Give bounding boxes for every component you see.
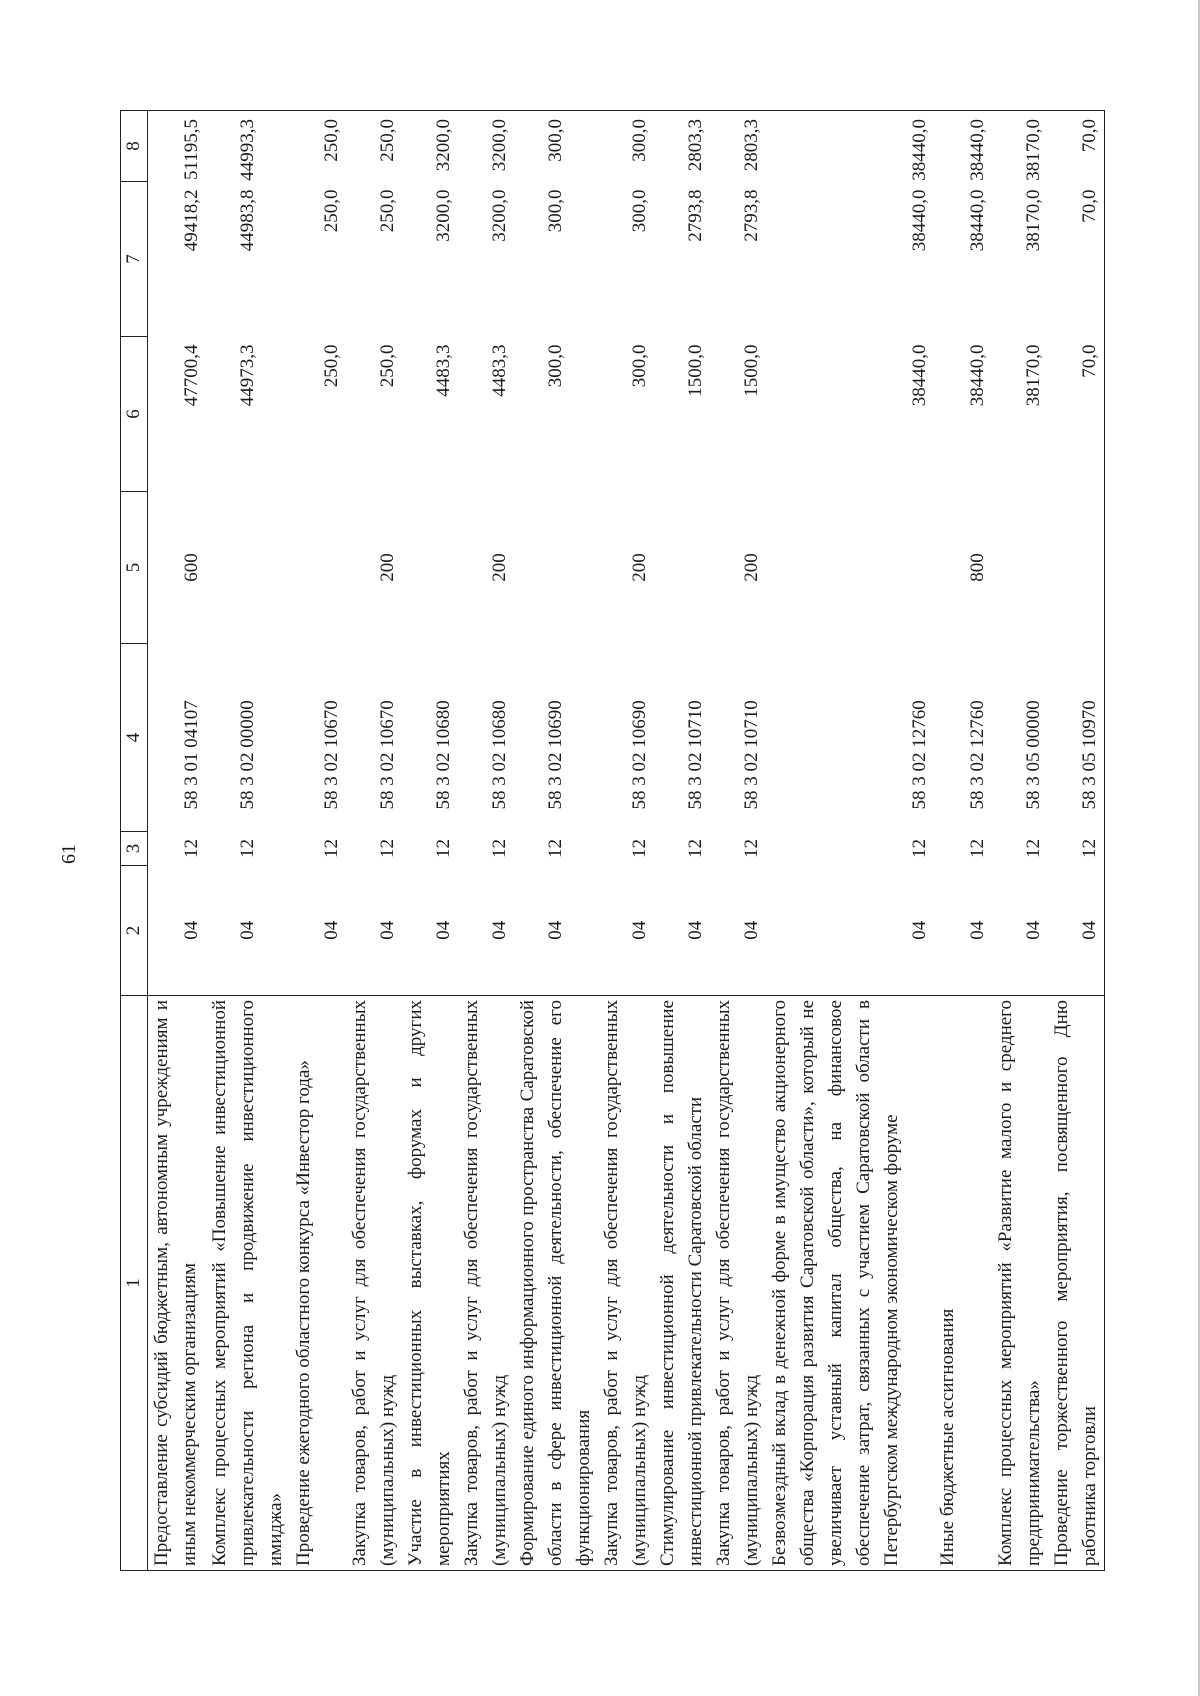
header-row xyxy=(121,111,148,1571)
row-subsection: 12 xyxy=(377,839,398,858)
row-subsection: 12 xyxy=(237,839,258,858)
row-name: Стимулирование инвестиционной деятельности и повышение инвестиционной привлекательности Саратовской области xyxy=(654,996,710,1571)
row-amount-col6: 250,0 xyxy=(321,344,342,388)
row-amount-col8: 38440,0 xyxy=(967,119,988,181)
row-amount-col7: 49418,2 xyxy=(181,189,202,252)
row-subsection: 12 xyxy=(741,839,762,858)
row-subsection: 12 xyxy=(629,839,650,858)
row-amount-col8: 300,0 xyxy=(629,119,650,162)
row-expense-type xyxy=(206,492,290,644)
row-amount-col7: 70,0 xyxy=(1079,189,1100,223)
row-target-article: 58 3 02 10680 xyxy=(489,700,510,810)
column-header-4: 4 xyxy=(121,644,148,832)
column-header-2: 2 xyxy=(121,866,148,996)
row-amount-col6: 38440,0 xyxy=(909,344,930,407)
row-section: 04 xyxy=(909,920,930,940)
row-amount-col6: 1500,0 xyxy=(741,344,762,397)
row-amount-col8: 2803,3 xyxy=(741,119,762,172)
row-name: Закупка товаров, работ и услуг для обеспечения государственных (муниципальных) нужд xyxy=(710,996,766,1571)
row-target-article: 58 3 02 12760 xyxy=(909,700,930,810)
row-name: Проведение ежегодного областного конкурса «Инвестор года» xyxy=(290,996,346,1571)
table-row xyxy=(654,111,710,1571)
row-subsection: 12 xyxy=(181,839,202,858)
table-row xyxy=(992,111,1048,1571)
column-header-6: 6 xyxy=(121,337,148,492)
row-expense-type: 200 xyxy=(489,553,510,582)
row-subsection: 12 xyxy=(1079,839,1100,858)
row-amount-col8: 250,0 xyxy=(377,119,398,162)
row-expense-type: 800 xyxy=(967,553,988,582)
row-amount-col8: 44993,3 xyxy=(237,119,258,181)
row-section: 04 xyxy=(1079,920,1100,940)
row-amount-col8: 70,0 xyxy=(1079,119,1100,153)
row-amount-col7: 300,0 xyxy=(545,189,566,233)
row-amount-col8: 3200,0 xyxy=(433,119,454,172)
row-amount-col6: 38440,0 xyxy=(967,344,988,407)
row-section: 04 xyxy=(967,920,988,940)
row-expense-type: 200 xyxy=(629,553,650,582)
row-subsection: 12 xyxy=(909,839,930,858)
row-target-article: 58 3 02 10670 xyxy=(321,700,342,810)
row-amount-col6: 70,0 xyxy=(1079,344,1100,378)
row-expense-type xyxy=(992,492,1048,644)
table-row xyxy=(514,111,598,1571)
row-name: Предоставление субсидий бюджетным, автономным учреждениям и иным некоммерческим организациям xyxy=(148,996,207,1571)
row-amount-col8: 51195,5 xyxy=(181,119,202,181)
row-subsection: 12 xyxy=(685,839,706,858)
row-target-article: 58 3 02 10680 xyxy=(433,700,454,810)
row-expense-type: 200 xyxy=(377,553,398,582)
row-amount-col7: 300,0 xyxy=(629,189,650,233)
row-subsection: 12 xyxy=(1023,839,1044,858)
row-amount-col6: 1500,0 xyxy=(685,344,706,397)
row-amount-col6: 44973,3 xyxy=(237,344,258,407)
table-row xyxy=(402,111,458,1571)
row-section: 04 xyxy=(545,920,566,940)
row-target-article: 58 3 02 10690 xyxy=(545,700,566,810)
row-amount-col6: 300,0 xyxy=(629,344,650,388)
row-subsection: 12 xyxy=(967,839,988,858)
row-subsection: 12 xyxy=(321,839,342,858)
table-row xyxy=(148,111,207,1571)
table-row xyxy=(1048,111,1105,1571)
row-section: 04 xyxy=(489,920,510,940)
budget-table xyxy=(120,110,1105,1571)
row-target-article: 58 3 01 04107 xyxy=(181,700,202,810)
row-amount-col8: 38170,0 xyxy=(1023,119,1044,181)
table-row xyxy=(206,111,290,1571)
row-section: 04 xyxy=(741,920,762,940)
row-expense-type xyxy=(290,492,346,644)
table-row xyxy=(766,111,934,1571)
column-header-8: 8 xyxy=(121,111,148,182)
row-amount-col7: 2793,8 xyxy=(685,189,706,242)
row-target-article: 58 3 02 00000 xyxy=(237,700,258,810)
row-section: 04 xyxy=(237,920,258,940)
table-row xyxy=(598,111,654,1571)
row-section: 04 xyxy=(377,920,398,940)
row-target-article: 58 3 02 12760 xyxy=(967,700,988,810)
row-name: Безвозмездный вклад в денежной форме в имущество акционерного общества «Корпорация развития Саратовской области», который не увеличивает уставный капитал общества, на финансовое обеспечение затрат, связанных с участием Саратовской области в Петербургском международном экономическом форуме xyxy=(766,996,934,1571)
row-section: 04 xyxy=(181,920,202,940)
row-amount-col7: 38440,0 xyxy=(967,189,988,252)
row-target-article: 58 3 02 10710 xyxy=(685,700,706,810)
row-section: 04 xyxy=(1023,920,1044,940)
table-row xyxy=(346,111,402,1571)
row-name: Участие в инвестиционных выставках, форумах и других мероприятиях xyxy=(402,996,458,1571)
row-amount-col7: 2793,8 xyxy=(741,189,762,242)
row-target-article: 58 3 05 10970 xyxy=(1079,700,1100,810)
row-amount-col8: 38440,0 xyxy=(909,119,930,181)
row-amount-col6: 4483,3 xyxy=(433,344,454,397)
row-name: Иные бюджетные ассигнования xyxy=(934,996,992,1571)
row-amount-col7: 38440,0 xyxy=(909,189,930,252)
row-target-article: 58 3 02 10710 xyxy=(741,700,762,810)
row-expense-type xyxy=(1048,492,1105,644)
row-name: Закупка товаров, работ и услуг для обеспечения государственных (муниципальных) нужд xyxy=(346,996,402,1571)
row-amount-col7: 38170,0 xyxy=(1023,189,1044,252)
row-expense-type: 200 xyxy=(741,553,762,582)
row-amount-col6: 47700,4 xyxy=(181,344,202,407)
row-section: 04 xyxy=(685,920,706,940)
row-section: 04 xyxy=(433,920,454,940)
row-name: Проведение торжественного мероприятия, посвященного Дню работника торговли xyxy=(1048,996,1105,1571)
row-subsection: 12 xyxy=(489,839,510,858)
row-amount-col8: 300,0 xyxy=(545,119,566,162)
row-amount-col8: 250,0 xyxy=(321,119,342,162)
row-target-article: 58 3 02 10670 xyxy=(377,700,398,810)
row-amount-col8: 3200,0 xyxy=(489,119,510,172)
row-subsection: 12 xyxy=(545,839,566,858)
row-amount-col6: 250,0 xyxy=(377,344,398,388)
column-header-7: 7 xyxy=(121,182,148,337)
row-amount-col7: 250,0 xyxy=(321,189,342,233)
row-name: Формирование единого информационного пространства Саратовской области в сфере инвестиционной деятельности, обеспечение его функционирования xyxy=(514,996,598,1571)
row-expense-type: 600 xyxy=(181,553,202,582)
table-row xyxy=(934,111,992,1571)
row-target-article: 58 3 05 00000 xyxy=(1023,700,1044,810)
column-header-1: 1 xyxy=(121,996,148,1571)
row-name: Закупка товаров, работ и услуг для обеспечения государственных (муниципальных) нужд xyxy=(598,996,654,1571)
row-section: 04 xyxy=(321,920,342,940)
row-section: 04 xyxy=(629,920,650,940)
column-header-5: 5 xyxy=(121,492,148,644)
row-amount-col7: 250,0 xyxy=(377,189,398,233)
row-expense-type xyxy=(766,492,934,644)
table-row xyxy=(458,111,514,1571)
row-subsection: 12 xyxy=(433,839,454,858)
row-expense-type xyxy=(654,492,710,644)
row-name: Комплекс процессных мероприятий «Повышение инвестиционной привлекательности региона и продвижение инвестиционного имиджа» xyxy=(206,996,290,1571)
table-row xyxy=(710,111,766,1571)
row-expense-type xyxy=(402,492,458,644)
row-amount-col6: 300,0 xyxy=(545,344,566,388)
column-header-3: 3 xyxy=(121,832,148,866)
table-row xyxy=(290,111,346,1571)
row-amount-col8: 2803,3 xyxy=(685,119,706,172)
row-expense-type xyxy=(514,492,598,644)
row-amount-col7: 3200,0 xyxy=(489,189,510,242)
row-name: Комплекс процессных мероприятий «Развитие малого и среднего предпринимательства» xyxy=(992,996,1048,1571)
row-name: Закупка товаров, работ и услуг для обеспечения государственных (муниципальных) нужд xyxy=(458,996,514,1571)
row-target-article: 58 3 02 10690 xyxy=(629,700,650,810)
row-amount-col6: 38170,0 xyxy=(1023,344,1044,407)
row-amount-col6: 4483,3 xyxy=(489,344,510,397)
row-amount-col7: 3200,0 xyxy=(433,189,454,242)
row-amount-col7: 44983,8 xyxy=(237,189,258,252)
page-number: 61 xyxy=(58,844,80,864)
